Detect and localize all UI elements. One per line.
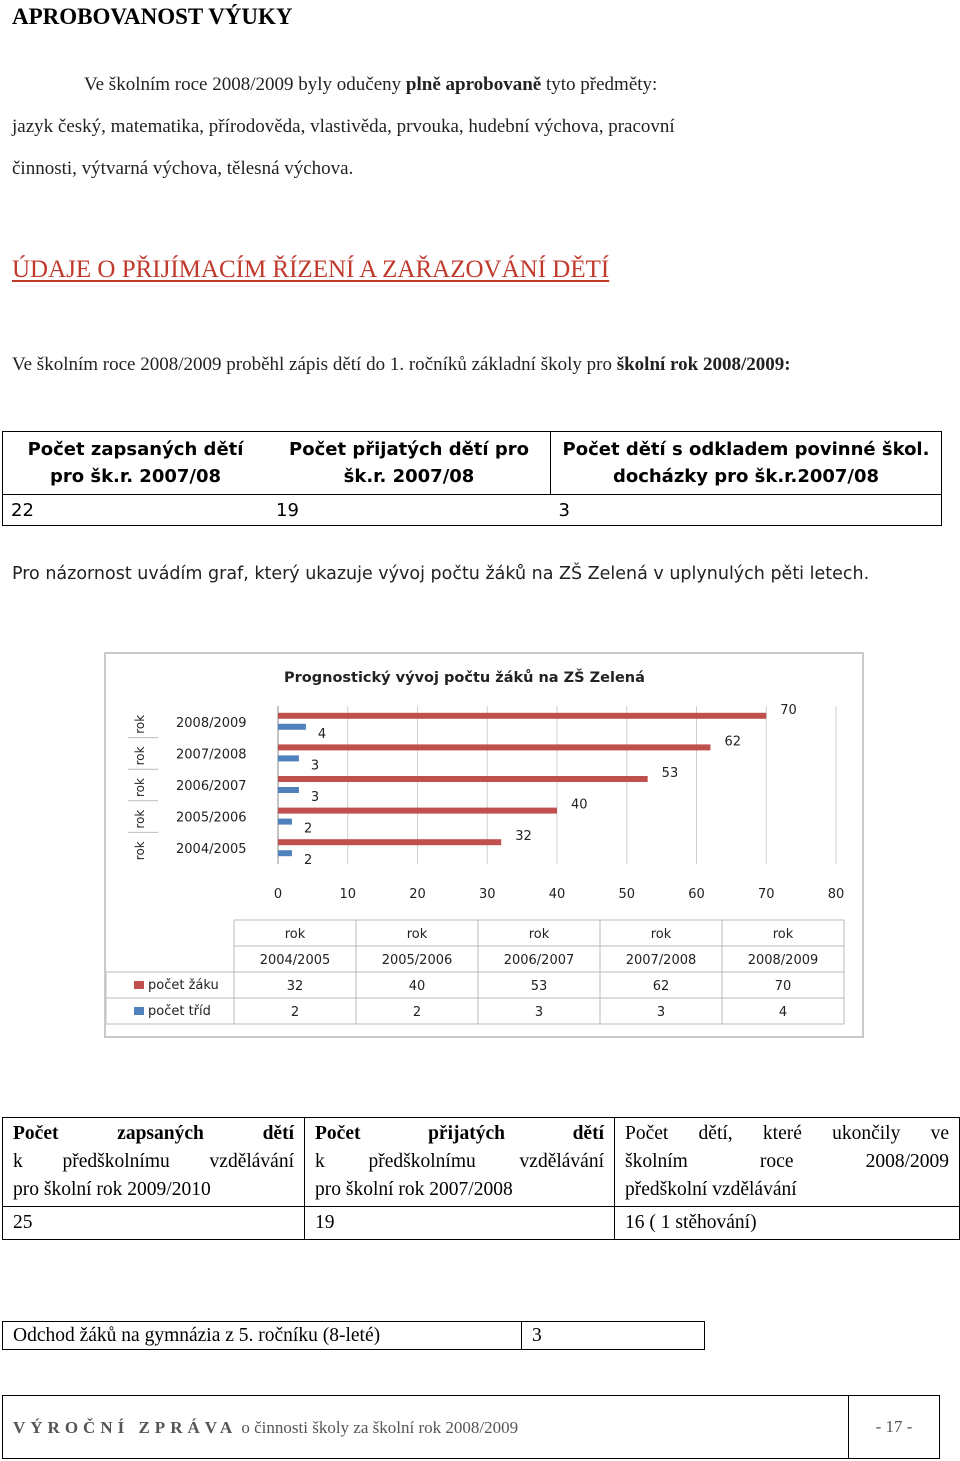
- bar-pocet-trid: [278, 850, 292, 856]
- header-line: k předškolnímu vzdělávání: [13, 1151, 294, 1172]
- paragraph-text: Ve školním roce 2008/2009 byly odučeny: [84, 74, 406, 95]
- data-label: 40: [571, 797, 588, 813]
- data-label: 3: [310, 790, 320, 805]
- paragraph-bold: školní rok 2008/2009:: [616, 354, 791, 375]
- paragraph-text: jazyk český, matematika, přírodověda, vlastivěda, prvouka, hudební výchova, pracovní: [12, 116, 675, 137]
- table-cell: 25: [3, 1207, 305, 1240]
- heading-aprobovanost: APROBOVANOST VÝUKY: [12, 4, 293, 29]
- x-tick-label: 50: [618, 887, 636, 902]
- table-value-trid: 3: [656, 1005, 666, 1020]
- x-tick-label: 40: [548, 887, 566, 902]
- heading-prijimaci-rizeni: ÚDAJE O PŘIJÍMACÍM ŘÍZENÍ A ZAŘAZOVÁNÍ DĚTÍ: [12, 256, 610, 283]
- chart-container: [104, 652, 864, 1038]
- x-tick-label: 0: [273, 887, 283, 902]
- bar-pocet-trid: [278, 819, 292, 825]
- table-value-trid: 4: [778, 1005, 788, 1020]
- table-value-trid: 2: [412, 1005, 422, 1020]
- category-group-label: rok: [133, 746, 147, 766]
- x-tick-label: 30: [478, 887, 496, 902]
- data-label: 4: [317, 726, 327, 742]
- header-line: předškolní vzdělávání: [625, 1179, 797, 1200]
- category-label: 2008/2009: [176, 715, 247, 731]
- table-value-zaku: 70: [774, 979, 792, 994]
- data-label: 53: [661, 766, 679, 781]
- data-label: 2: [303, 821, 313, 837]
- aprobovanost-paragraph: [12, 64, 942, 190]
- table-value-zaku: 32: [286, 979, 304, 994]
- data-label: 3: [310, 758, 320, 774]
- bar-pocet-zaku: [278, 744, 710, 750]
- table-cell: 3: [551, 495, 942, 526]
- category-group-label: rok: [133, 809, 147, 829]
- bar-pocet-trid: [278, 787, 299, 793]
- x-tick-label: 60: [688, 887, 705, 902]
- zapis-table: [2, 431, 942, 526]
- table-header: [615, 1118, 960, 1207]
- category-group-label: rok: [133, 714, 147, 734]
- page-footer: [2, 1395, 940, 1459]
- category-label: 2005/2006: [176, 810, 247, 826]
- bar-chart: [106, 654, 862, 1036]
- table-cell: 16 ( 1 stěhování): [615, 1207, 960, 1240]
- footer-title: [13, 1418, 518, 1438]
- legend-label-trid: počet tříd: [148, 1004, 211, 1019]
- table-value-zaku: 53: [530, 979, 548, 994]
- footer-title-rest: o činnosti školy za školní rok 2008/2009: [237, 1418, 519, 1437]
- x-tick-label: 80: [827, 887, 845, 902]
- category-label: 2006/2007: [176, 779, 247, 794]
- table-header: [305, 1118, 615, 1207]
- table-value-trid: 3: [534, 1005, 544, 1020]
- bar-pocet-zaku: [278, 713, 766, 719]
- paragraph-text: Ve školním roce 2008/2009 proběhl zápis dětí do 1. ročníků základní školy pro: [12, 354, 617, 375]
- bar-pocet-zaku: [278, 808, 557, 814]
- x-tick-label: 20: [409, 887, 426, 902]
- table-category-group: rok: [772, 927, 794, 942]
- table-cell: 19: [305, 1207, 615, 1240]
- preschool-table: [2, 1117, 960, 1240]
- header-line: pro školní rok 2007/2008: [315, 1179, 513, 1200]
- bar-pocet-zaku: [278, 776, 648, 782]
- chart-intro-paragraph: Pro názornost uvádím graf, který ukazuje vývoj počtu žáků na ZŠ Zelená v uplynulých pěti letech.: [12, 564, 870, 584]
- table-cell: 22: [3, 495, 269, 526]
- table-cell: Odchod žáků na gymnázia z 5. ročníku (8-leté): [3, 1322, 522, 1350]
- paragraph-text: činnosti, výtvarná výchova, tělesná výchova.: [12, 158, 354, 179]
- bar-pocet-zaku: [278, 839, 501, 845]
- paragraph-bold: plně aprobovaně: [405, 74, 542, 95]
- legend-swatch-trid: [134, 1007, 144, 1015]
- table-header: Počet zapsaných dětí pro šk.r. 2007/08: [3, 432, 269, 495]
- data-label: 2: [303, 853, 313, 869]
- header-line: Počet dětí, které ukončily ve: [625, 1123, 949, 1144]
- table-category: 2004/2005: [259, 953, 331, 968]
- table-category: 2008/2009: [747, 953, 819, 968]
- table-category-group: rok: [650, 927, 672, 942]
- data-label: 70: [780, 702, 797, 718]
- table-value-trid: 2: [290, 1005, 300, 1020]
- bar-pocet-trid: [278, 724, 306, 730]
- table-header: [3, 1118, 305, 1207]
- data-label: 32: [515, 829, 532, 845]
- x-tick-label: 70: [757, 887, 775, 902]
- category-label: 2007/2008: [176, 747, 247, 763]
- header-line: k předškolnímu vzdělávání: [315, 1151, 604, 1172]
- table-category-group: rok: [284, 927, 306, 942]
- header-line: Počet přijatých dětí: [315, 1123, 604, 1144]
- legend-label-zaku: počet žáku: [148, 978, 219, 993]
- page-number: - 17 -: [848, 1396, 939, 1458]
- x-tick-label: 10: [339, 887, 357, 902]
- bar-pocet-trid: [278, 755, 299, 761]
- chart-title: Prognostický vývoj počtu žáků na ZŠ Zelená: [284, 670, 645, 686]
- table-header: Počet dětí s odkladem povinné škol. docházky pro šk.r.2007/08: [551, 432, 942, 495]
- table-category-group: rok: [406, 927, 428, 942]
- header-line: pro školní rok 2009/2010: [13, 1179, 211, 1200]
- header-line: školním roce 2008/2009: [625, 1151, 949, 1172]
- data-label: 62: [724, 734, 741, 750]
- zapis-paragraph: [12, 350, 932, 380]
- legend-swatch-zaku: [134, 981, 144, 989]
- gymnazia-table: [2, 1321, 705, 1350]
- table-category-group: rok: [528, 927, 550, 942]
- table-category: 2006/2007: [503, 953, 575, 968]
- category-group-label: rok: [133, 778, 147, 797]
- footer-title-spaced: VÝROČNÍ ZPRÁVA: [13, 1418, 238, 1437]
- table-header: Počet přijatých dětí pro šk.r. 2007/08: [268, 432, 551, 495]
- paragraph-text: tyto předměty:: [541, 74, 658, 95]
- header-line: Počet zapsaných dětí: [13, 1123, 294, 1144]
- table-cell: 19: [268, 495, 551, 526]
- category-label: 2004/2005: [176, 842, 247, 858]
- category-group-label: rok: [133, 841, 147, 861]
- table-category: 2005/2006: [381, 953, 453, 968]
- table-value-zaku: 40: [408, 979, 426, 994]
- table-category: 2007/2008: [625, 953, 697, 968]
- table-cell: 3: [522, 1322, 705, 1350]
- table-value-zaku: 62: [652, 979, 670, 994]
